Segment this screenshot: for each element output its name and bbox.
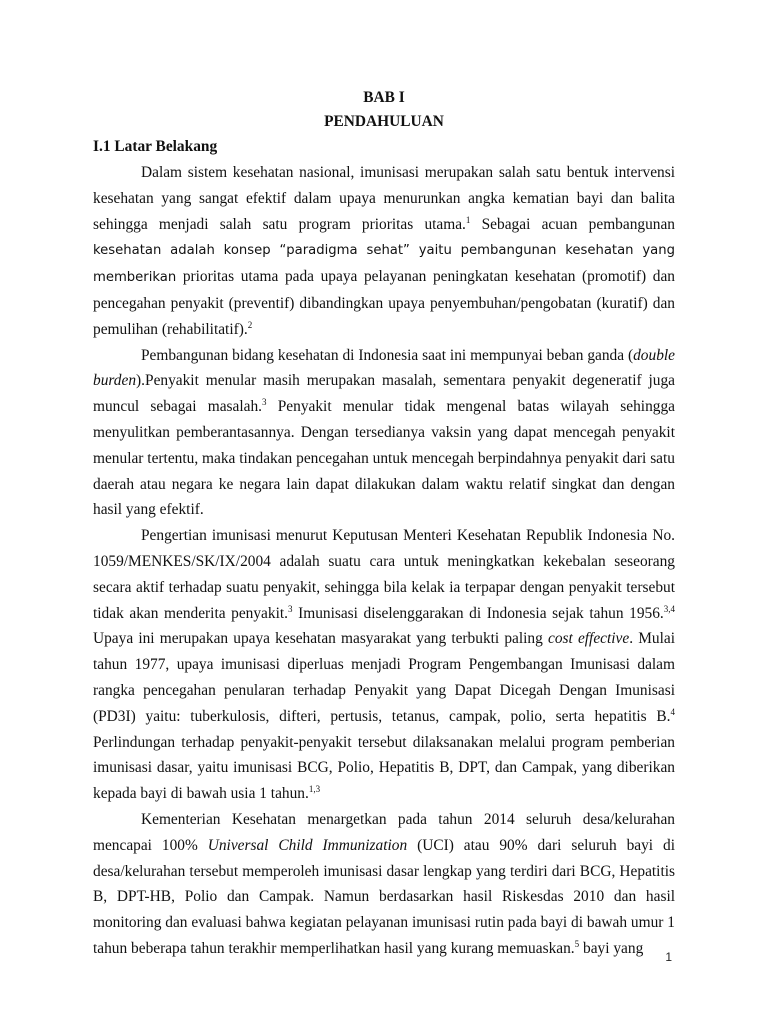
paragraph-text: Penyakit menular tidak mengenal batas wilayah sehingga menyulitkan pemberantasannya. Dengan tersedianya vaksin yang dapat mencegah penyakit menular tertentu, maka tindakan pencegahan untuk mencegah berpindahnya penyakit dari satu daerah atau negara ke negara lain dapat dilakukan dalam waktu relatif singkat dan dengan hasil yang efektif. [93, 398, 675, 519]
citation: 1,3 [308, 784, 321, 795]
chapter-label: BAB I [363, 89, 405, 106]
paragraph-text: Upaya ini merupakan upaya kesehatan masyarakat yang terbukti paling [93, 630, 548, 648]
citation: 3 [262, 397, 267, 408]
citation: 4 [670, 706, 675, 717]
citation: 3,4 [663, 603, 676, 614]
citation: 5 [574, 938, 580, 949]
paragraph-text: ).Penyakit menular masih merupakan masalah, sementara penyakit degeneratif juga muncul sebagai masalah. [93, 372, 675, 416]
section-heading: I.1 Latar Belakang [93, 138, 218, 155]
paragraph-text: Sebagai acuan pembangunan [470, 215, 675, 233]
paragraph-text: bayi yang [579, 939, 644, 957]
paragraph-text: . Mulai tahun 1977, upaya imunisasi diperluas menjadi Program Pengembangan Imunisasi dalam rangka pencegahan penularan terhadap Penyakit yang Dapat Dicegah Dengan Imunisasi (PD3I) yaitu: tuberkulosis, difteri, pertusis, tetanus, campak, polio, serta hepatitis B. [93, 630, 675, 725]
paragraph-4 [93, 807, 675, 962]
page-number: 1 [665, 950, 672, 964]
citation: 3 [288, 603, 293, 614]
italic-term: double burden [93, 346, 675, 390]
paragraph-text: Imunisasi diselenggarakan di Indonesia sejak tahun 1956. [292, 604, 664, 622]
paragraph-text: prioritas utama pada upaya pelayanan peningkatan kesehatan (promotif) dan pencegahan penyakit (preventif) dibandingkan upaya penyembuhan/pengobatan (kuratif) dan pemulihan (rehabilitatif). [93, 268, 675, 338]
paragraph-1 [93, 160, 675, 343]
document-page [93, 82, 675, 962]
italic-term: cost effective [548, 630, 630, 648]
paragraph-text: Pengertian imunisasi menurut Keputusan Menteri Kesehatan Republik Indonesia No. 1059/MENKES/SK/IX/2004 adalah suatu cara untuk meningkatkan kekebalan seseorang secara aktif terhadap suatu penyakit, sehingga bila kelak ia terpapar dengan penyakit tersebut tidak akan menderita penyakit. [93, 527, 675, 622]
paragraph-text: (UCI) atau 90% dari seluruh bayi di desa/kelurahan tersebut memperoleh imunisasi dasar lengkap yang terdiri dari BCG, Hepatitis B, DPT-HB, Polio dan Campak. Namun berdasarkan hasil Riskesdas 2010 dan hasil monitoring dan evaluasi bahwa kegiatan pelayanan imunisasi rutin pada bayi di bawah umur 1 tahun beberapa tahun terakhir memperlihatkan hasil yang kurang memuaskan. [93, 836, 675, 957]
chapter-title: PENDAHULUAN [324, 113, 444, 130]
paragraph-text: Perlindungan terhadap penyakit-penyakit tersebut dilaksanakan melalui program pemberian imunisasi dasar, yaitu imunisasi BCG, Polio, Hepatitis B, DPT, dan Campak, yang diberikan kepada bayi di bawah usia 1 tahun. [93, 733, 675, 803]
paragraph-3 [93, 523, 675, 807]
paragraph-2 [93, 343, 675, 524]
paragraph-text: Dalam sistem kesehatan nasional, imunisasi merupakan salah satu bentuk intervensi kesehatan yang sangat efektif dalam upaya menurunkan angka kematian bayi dan balita sehingga menjadi salah satu program prioritas utama. [93, 164, 675, 233]
paragraph-text-sans: kesehatan adalah konsep “paradigma sehat” yaitu pembangunan kesehatan yang memberikan [93, 243, 675, 286]
citation: 2 [247, 319, 253, 330]
italic-term: Universal Child Immunization [207, 836, 408, 854]
paragraph-text: Kementerian Kesehatan menargetkan pada tahun 2014 seluruh desa/kelurahan mencapai 100% [93, 810, 675, 854]
citation: 1 [465, 214, 471, 225]
paragraph-text: Pembangunan bidang kesehatan di Indonesia saat ini mempunyai beban ganda ( [141, 346, 634, 364]
